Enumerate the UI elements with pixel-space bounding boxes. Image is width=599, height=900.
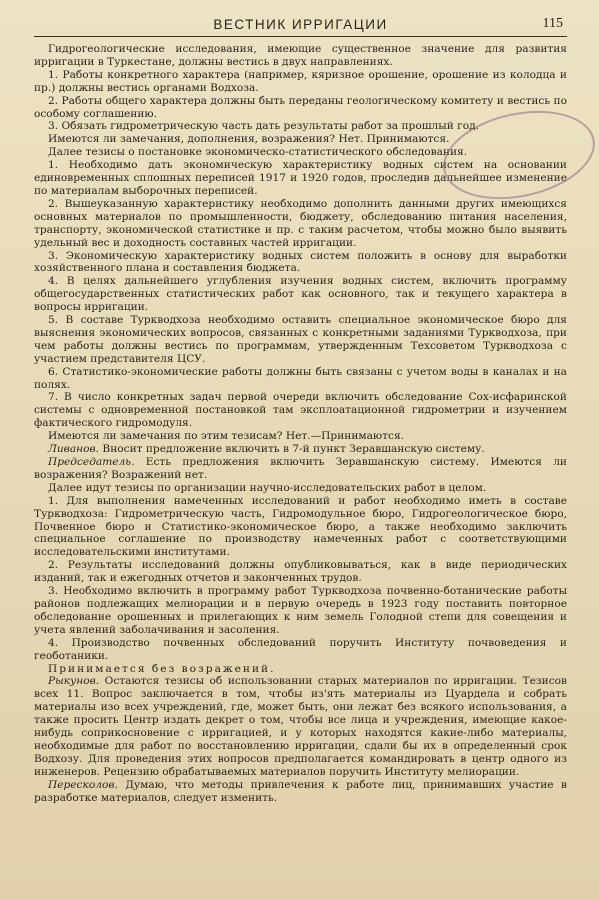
paragraph: 3. Необходимо включить в программу работ Туркводхоза почвенно-ботанические работы районов подлежащих мелиорации и в первую очередь в 1923 году поставить повторное обследование орошенных и прилегающих к ним земель Голодной степи для совещения и учета явлений заболачивания и засоления. — [34, 585, 567, 636]
paragraph: 3. Обязать гидрометрическую часть дать результаты работ за прошлый год. — [48, 120, 479, 133]
speech-text: Вносит предложение включить в 7-й пункт Зеравшанскую систему. — [99, 443, 485, 456]
paragraph: 3. Экономическую характеристику водных систем положить в основу для выработки хозяйственного плана и составления бюджета. — [34, 249, 567, 275]
speech-text: Остаются тезисы об использовании старых материалов по ирригации. Тезисов всех 11. Вопрос заключается в том, чтобы из'ять материалы из Цуардела и собрать материалы изо всех учреждений, где, может быть, они лежат без всякого использования, а также просить Центр издать декрет о том, чтобы все лица и учреждения, имеющие какое-нибудь соприкосновение с ирригацией, и у которых находятся какие-либо материалы, необходимые для работ по восстановлению ирригации, сдали бы их в определенный срок Водхозу. Для проведения этих вопросов предполагается командировать в центр одного из инженеров. Рецензию обрабатываемых материалов поручить Институту мелиорации. — [34, 675, 567, 778]
speaker-name: Ливанов. — [48, 443, 100, 456]
paragraph: 1. Необходимо дать экономическую характеристику водных систем на основании единовременных сплошных переписей 1917 и 1920 годов, проследив дальнейшее изменение по материалам выборочных переписей. — [34, 159, 567, 197]
speaker-name: Пересколов. — [48, 778, 118, 791]
paragraph: Далее тезисы о постановке экономическо-статистического обследования. — [48, 146, 468, 159]
paragraph: 5. В составе Туркводхоза необходимо оставить специальное экономическое бюро для выяснения экономических вопросов, связанных с конкретными заданиями Туркводхоза, при чем работы должны вестись по программам, утвержденным Техсоветом Туркводхоза с участием представителя ЦСУ. — [34, 314, 567, 365]
speech-text: Думаю, что методы привлечения к работе лиц, принимавших участие в разработке материалов, следует изменить. — [34, 778, 567, 804]
text-body — [34, 37, 567, 804]
paragraph — [34, 779, 567, 805]
paragraph — [34, 675, 567, 778]
paragraph: 2. Работы общего характера должны быть переданы геологическому комитету и вестись по особому соглашению. — [34, 94, 567, 120]
speech-text: Есть предложения включить Зеравшанскую систему. Имеются ли возражения? Возражений нет. — [34, 456, 567, 481]
journal-title: ВЕСТНИК ИРРИГАЦИИ — [213, 17, 388, 32]
speaker-name: Рыкунов. — [48, 675, 100, 688]
paragraph: Гидрогеологические исследования, имеющие существенное значение для развития ирригации в Туркестане, должны вестись в двух направлениях. — [34, 43, 567, 68]
speaker-name: Председатель. — [48, 456, 135, 468]
paragraph — [34, 443, 567, 456]
paragraph — [34, 663, 567, 676]
resolution-text: Принимается без возражений. — [48, 662, 276, 675]
paragraph: 7. В число конкретных задач первой очереди включить обследование Сох-исфаринской системы с одновременной постановкой там эксплоатационной гидрометрии и изучением фактического гидромодуля. — [34, 391, 567, 430]
running-header — [34, 0, 567, 37]
page-number: 115 — [542, 16, 563, 31]
paragraph: Имеются ли замечания по этим тезисам? Нет.—Принимаются. — [48, 430, 404, 443]
paragraph — [34, 456, 567, 482]
paragraph: 2. Вышеуказанную характеристику необходимо дополнить данными других имеющихся основных материалов по промышленности, бюджету, обследованию питания населения, транспорту, экономической статистике и пр. с таким расчетом, чтобы можно было выявить удельный вес и доходность составных частей ирригации. — [34, 197, 567, 249]
paragraph: 2. Результаты исследований должны опубликовываться, как в виде периодических изданий, так и ежегодных отчетов и законченных трудов. — [34, 559, 567, 585]
paragraph: 1. Работы конкретного характера (например, кяризное орошение, орошение из колодца и пр.) должны вестись органами Водхоза. — [34, 68, 567, 94]
paragraph: 4. В целях дальнейшего углубления изучения водных систем, включить программу общегосударственных статистических работ как основного, так и текущего характера в вопросы ирригации. — [34, 275, 567, 314]
paragraph: Имеются ли замечания, дополнения, возражения? Нет. Принимаются. — [48, 133, 450, 146]
paragraph: 1. Для выполнения намеченных исследований и работ необходимо иметь в составе Туркводхоза: Гидрометрическую часть, Гидромодульное бюро, Гидрогеологическое бюро, Почвенное бюро и Статистико-экономическое бюро, а также необходимо заключить специальное соглашение по производству намеченных работ с соответствующими исследовательскими институтами. — [34, 494, 567, 559]
paragraph: Далее идут тезисы по организации научно-исследовательских работ в целом. — [48, 481, 487, 494]
paragraph: 4. Производство почвенных обследований поручить Институту почвоведения и геоботаники. — [34, 636, 567, 662]
paragraph: 6. Статистико-экономические работы должны быть связаны с учетом воды в каналах и на полях. — [34, 365, 567, 391]
